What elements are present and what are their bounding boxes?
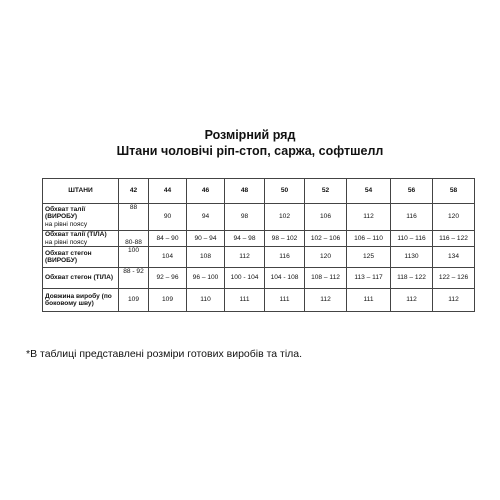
table-cell: 113 – 117 (347, 268, 391, 289)
table-cell: 120 (305, 247, 347, 268)
table-cell: 104 (149, 247, 187, 268)
row-label-main: Обхват талії (ТІЛА) (45, 231, 107, 238)
table-cell: 84 – 90 (149, 231, 187, 247)
table-cell: 108 – 112 (305, 268, 347, 289)
row-label-main: Обхват стегон (ТІЛА) (45, 274, 114, 282)
table-cell: 111 (225, 289, 265, 312)
size-header: 50 (265, 179, 305, 204)
table-cell: 112 (433, 289, 475, 312)
row-label-main: Обхват стегон (ВИРОБУ) (45, 249, 92, 265)
table-header-row (43, 179, 475, 204)
table-cell: 88 (119, 204, 149, 231)
table-cell: 98 – 102 (265, 231, 305, 247)
table-cell: 102 – 106 (305, 231, 347, 247)
size-table (42, 178, 475, 312)
table-row (43, 231, 475, 247)
row-label (43, 231, 119, 247)
row-label-main: Обхват талії (ВИРОБУ) (45, 205, 86, 221)
table-cell: 109 (119, 289, 149, 312)
row-label-main: Довжина виробу (по боковому шву) (45, 292, 112, 308)
table-cell: 112 (347, 204, 391, 231)
table-cell: 120 (433, 204, 475, 231)
size-header: 52 (305, 179, 347, 204)
table-cell: 116 – 122 (433, 231, 475, 247)
page-title: Розмірний ряд (204, 128, 296, 142)
table-row (43, 204, 475, 231)
row-label (43, 268, 119, 289)
table-cell: 134 (433, 247, 475, 268)
size-header: 48 (225, 179, 265, 204)
page-subtitle: Штани чоловічі ріп-стоп, саржа, софтшелл (116, 144, 384, 158)
table-cell: 90 (149, 204, 187, 231)
size-header: 54 (347, 179, 391, 204)
table-cell: 109 (149, 289, 187, 312)
row-label (43, 247, 119, 268)
table-cell: 90 – 94 (187, 231, 225, 247)
table-cell: 102 (265, 204, 305, 231)
size-header: 44 (149, 179, 187, 204)
table-cell: 98 (225, 204, 265, 231)
table-cell: 1130 (391, 247, 433, 268)
table-cell: 96 – 100 (187, 268, 225, 289)
table-cell: 94 (187, 204, 225, 231)
table-cell: 106 – 110 (347, 231, 391, 247)
table-cell: 80-88 (119, 231, 149, 247)
table-row (43, 289, 475, 312)
row-label-sub: на рівні поясу (45, 220, 88, 228)
table-cell: 88 - 92 (119, 268, 149, 289)
table-cell: 112 (391, 289, 433, 312)
size-header: 42 (119, 179, 149, 204)
table-cell: 106 (305, 204, 347, 231)
table-cell: 116 (265, 247, 305, 268)
table-cell: 108 (187, 247, 225, 268)
table-row (43, 247, 475, 268)
table-cell: 94 – 98 (225, 231, 265, 247)
table-row (43, 268, 475, 289)
table-cell: 118 – 122 (391, 268, 433, 289)
table-cell: 110 (187, 289, 225, 312)
table-cell: 110 – 116 (391, 231, 433, 247)
table-cell: 122 – 126 (433, 268, 475, 289)
table-cell: 100 (119, 247, 149, 268)
size-header: 56 (391, 179, 433, 204)
table-cell: 92 – 96 (149, 268, 187, 289)
table-cell: 100 - 104 (225, 268, 265, 289)
table-cell: 104 - 108 (265, 268, 305, 289)
table-cell: 111 (347, 289, 391, 312)
footnote: *В таблиці представлені розміри готових виробів та тіла. (26, 348, 303, 360)
table-corner-label: ШТАНИ (43, 179, 119, 204)
size-header: 46 (187, 179, 225, 204)
table-cell: 125 (347, 247, 391, 268)
table-cell: 112 (305, 289, 347, 312)
table-cell: 111 (265, 289, 305, 312)
table-cell: 116 (391, 204, 433, 231)
table-cell: 112 (225, 247, 265, 268)
row-label (43, 289, 119, 312)
size-header: 58 (433, 179, 475, 204)
row-label-sub: на рівні поясу (45, 238, 88, 246)
row-label (43, 204, 119, 231)
